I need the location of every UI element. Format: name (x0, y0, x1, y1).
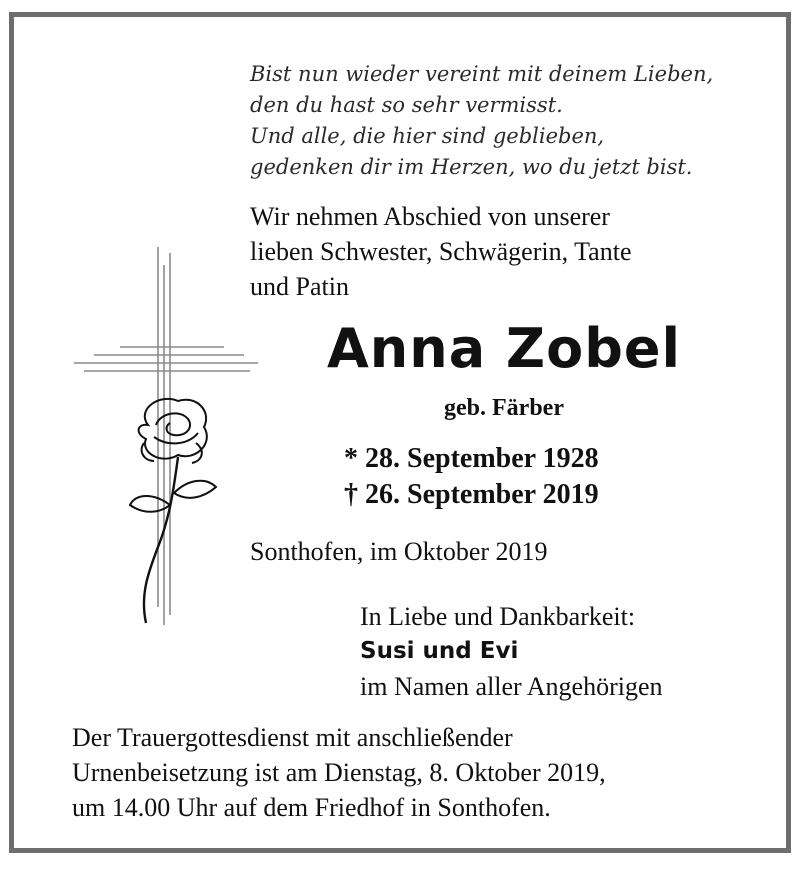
poem (250, 59, 713, 183)
obituary-frame (9, 12, 791, 853)
service-line: Urnenbeisetzung ist am Dienstag, 8. Oktober 2019, (72, 758, 606, 787)
place-date: Sonthofen, im Oktober 2019 (250, 537, 548, 566)
birth-name: geb. Färber (444, 395, 564, 421)
cross-with-rose-icon (74, 247, 274, 637)
birth-date: * 28. September 1928 (344, 443, 599, 474)
service-line: Der Trauergottesdienst mit anschließender (72, 723, 513, 752)
poem-line: gedenken dir im Herzen, wo du jetzt bist. (250, 155, 693, 179)
service-line: um 14.00 Uhr auf dem Friedhof in Sonthofen. (72, 793, 551, 822)
poem-line: Bist nun wieder vereint mit deinem Lieben, (250, 62, 714, 86)
deceased-name: Anna Zobel (327, 317, 681, 380)
intro-line: Wir nehmen Abschied von unserer (250, 202, 610, 231)
death-date: † 26. September 2019 (344, 479, 599, 510)
signoff-line: In Liebe und Dankbarkeit: (360, 602, 636, 631)
life-dates (344, 441, 599, 513)
intro-line: und Patin (250, 272, 349, 301)
poem-line: Und alle, die hier sind geblieben, (250, 124, 605, 148)
funeral-service-info (72, 720, 606, 825)
signoff (360, 599, 663, 704)
signoff-line: im Namen aller Angehörigen (360, 672, 663, 701)
intro-line: lieben Schwester, Schwägerin, Tante (250, 237, 632, 266)
farewell-intro (250, 199, 631, 304)
poem-line: den du hast so sehr vermisst. (250, 93, 563, 117)
mourner-names: Susi und Evi (360, 638, 519, 664)
